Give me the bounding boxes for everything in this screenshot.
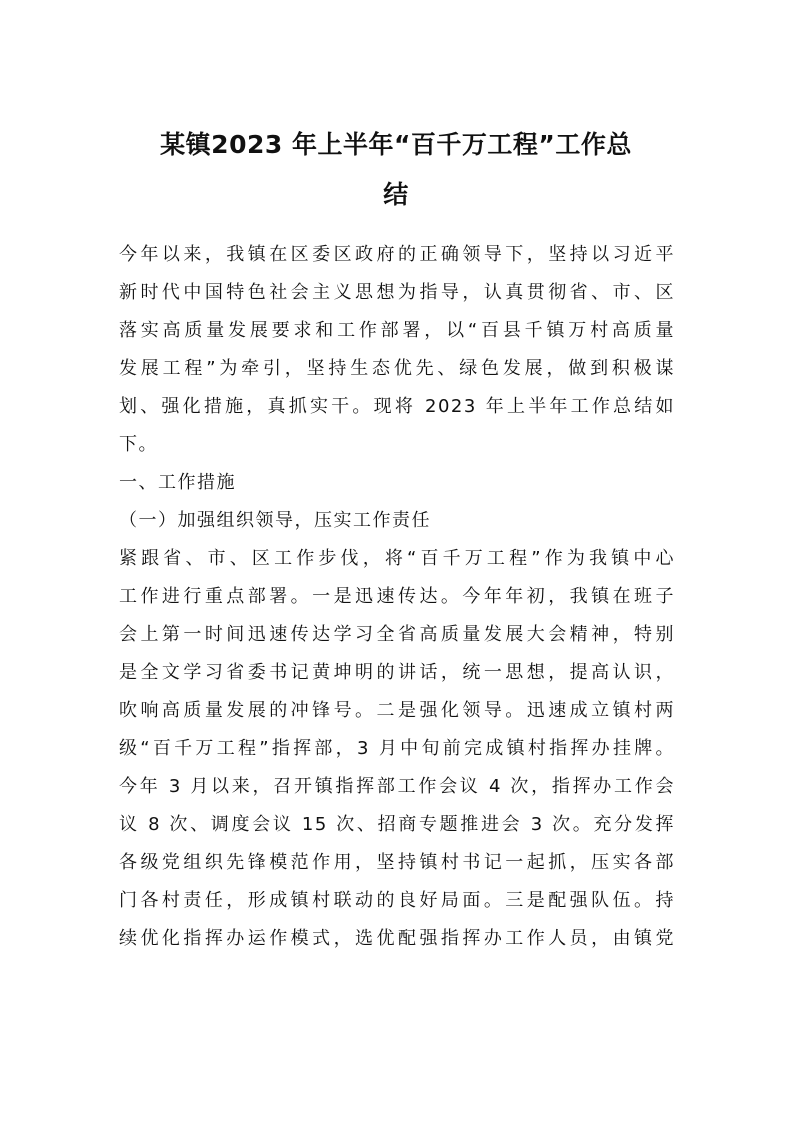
body-line: 划、强化措施，真抓实干。现将 2023 年上半年工作总结如 (119, 396, 675, 417)
body-line: 议 8 次、调度会议 15 次、招商专题推进会 3 次。充分发挥 (119, 814, 675, 835)
body-line: 吹响高质量发展的冲锋号。二是强化领导。迅速成立镇村两 (119, 700, 675, 721)
body-line: 各级党组织先锋模范作用，坚持镇村书记一起抓，压实各部 (119, 852, 675, 873)
body-line: 今年以来，我镇在区委区政府的正确领导下，坚持以习近平 (119, 244, 675, 265)
body-line: 门各村责任，形成镇村联动的良好局面。三是配强队伍。持 (119, 890, 675, 911)
body-line: 工作进行重点部署。一是迅速传达。今年年初，我镇在班子 (119, 586, 675, 607)
body-line: 续优化指挥办运作模式，选优配强指挥办工作人员，由镇党 (119, 928, 675, 949)
body-line: 会上第一时间迅速传达学习全省高质量发展大会精神，特别 (119, 624, 675, 645)
body-line: 落实高质量发展要求和工作部署，以“百县千镇万村高质量 (119, 320, 675, 341)
body-line: 紧跟省、市、区工作步伐，将“百千万工程”作为我镇中心 (119, 548, 675, 569)
document-title (96, 120, 696, 220)
body-line: 级“百千万工程”指挥部，3 月中旬前完成镇村指挥办挂牌。 (119, 738, 675, 759)
body-line: 下。 (119, 434, 158, 455)
body-line: （一）加强组织领导，压实工作责任 (119, 510, 431, 531)
body-line: 发展工程”为牵引，坚持生态优先、绿色发展，做到积极谋 (119, 358, 675, 379)
body-line: 新时代中国特色社会主义思想为指导，认真贯彻省、市、区 (119, 282, 675, 303)
title-line-2: 结 (383, 180, 409, 209)
body-line: 是全文学习省委书记黄坤明的讲话，统一思想，提高认识， (119, 662, 675, 683)
body-line: 今年 3 月以来，召开镇指挥部工作会议 4 次，指挥办工作会 (119, 776, 675, 797)
title-line-1: 某镇2023 年上半年“百千万工程”工作总 (160, 130, 632, 159)
body-line: 一、工作措施 (119, 472, 236, 493)
document-body (119, 236, 675, 958)
